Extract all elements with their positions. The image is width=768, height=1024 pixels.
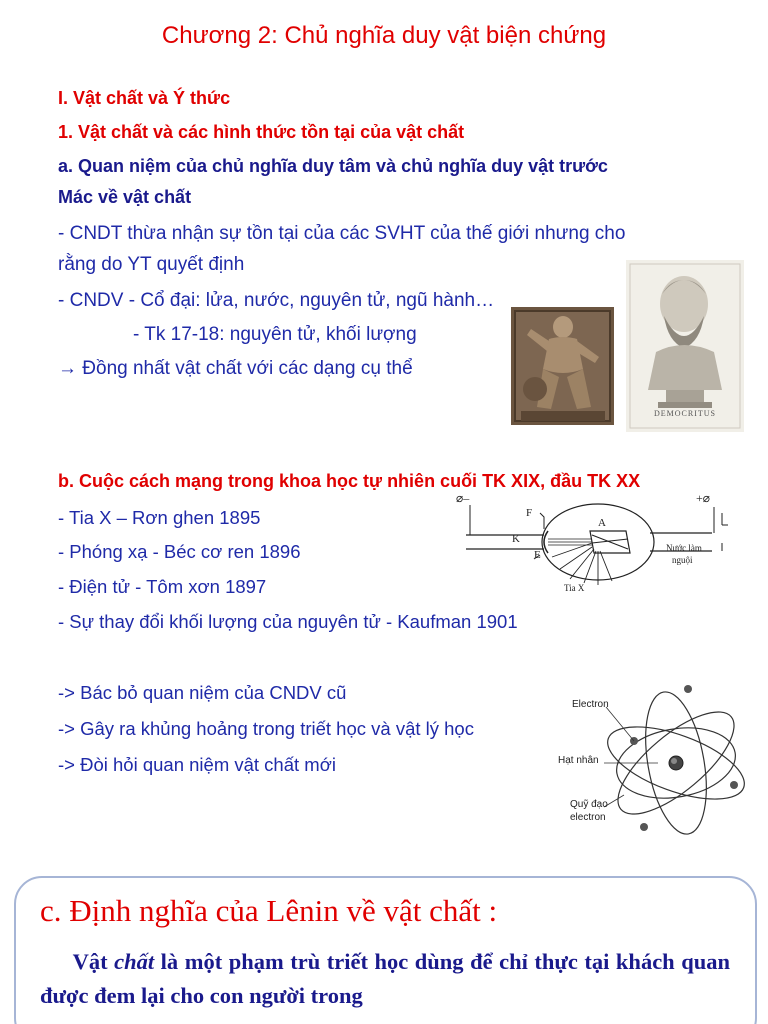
atom-model-diagram bbox=[548, 667, 751, 852]
tube-label-minus: ⌀– bbox=[456, 491, 470, 505]
consequence-item: -> Bác bỏ quan niệm của CNDV cũ bbox=[58, 682, 347, 703]
discovery-item: - Điện tử - Tôm xơn 1897 bbox=[58, 576, 267, 597]
tube-label-E: E bbox=[534, 549, 541, 561]
atom-label-orbit1: Quỹ đạo bbox=[570, 799, 608, 810]
democritus-caption: DEMOCRITUS bbox=[653, 409, 716, 418]
section-b-heading: b. Cuộc cách mạng trong khoa học tự nhiên cuối TK XIX, đầu TK XX bbox=[58, 471, 641, 491]
page-title: Chương 2: Chủ nghĩa duy vật biện chứng bbox=[161, 22, 607, 49]
cndt-line2: rằng do YT quyết định bbox=[58, 254, 245, 275]
tube-label-water: Nước làm bbox=[666, 543, 702, 553]
section-a-heading-line1: a. Quan niệm của chủ nghĩa duy tâm và chủ nghĩa duy vật trước bbox=[58, 156, 608, 176]
hercules-relief-image bbox=[511, 307, 614, 425]
cndv-line1: - CNDV - Cổ đại: lửa, nước, nguyên tử, ngũ hành… bbox=[58, 290, 495, 311]
section-a-heading-line2: Mác về vật chất bbox=[58, 187, 192, 207]
section-c-heading: c. Định nghĩa của Lênin về vật chất : bbox=[40, 893, 498, 928]
consequence-item: -> Đòi hỏi quan niệm vật chất mới bbox=[58, 754, 336, 775]
definition-text bbox=[40, 945, 730, 1013]
democritus-bust-image bbox=[626, 260, 744, 432]
atom-label-nucleus: Hạt nhân bbox=[558, 755, 599, 766]
definition-text-part1: Vật bbox=[72, 949, 115, 974]
definition-text-part2: là một phạm trù triết học dùng để chỉ thực tại khách quan được đem lại cho con người trong bbox=[40, 949, 731, 1008]
section-heading-1: I. Vật chất và Ý thức bbox=[58, 88, 231, 108]
tube-label-water2: nguội bbox=[672, 555, 693, 565]
conclusion-line: → Đồng nhất vật chất với các dạng cụ thể bbox=[58, 358, 413, 379]
cndt-line1: - CNDT thừa nhận sự tồn tại của các SVHT của thế giới nhưng cho bbox=[58, 223, 626, 244]
discovery-item: - Sự thay đổi khối lượng của nguyên tử - Kaufman 1901 bbox=[58, 611, 518, 632]
discovery-item: - Phóng xạ - Béc cơ ren 1896 bbox=[58, 541, 301, 562]
atom-label-electron: Electron bbox=[572, 699, 609, 710]
section-heading-1-1: 1. Vật chất và các hình thức tồn tại của vật chất bbox=[58, 122, 465, 142]
tube-label-F: F bbox=[526, 507, 533, 519]
tube-label-plus: +⌀ bbox=[696, 491, 710, 505]
discovery-item: - Tia X – Rơn ghen 1895 bbox=[58, 507, 261, 528]
definition-text-italic: chất bbox=[114, 949, 155, 974]
consequence-item: -> Gây ra khủng hoảng trong triết học và vật lý học bbox=[58, 718, 474, 739]
tube-label-K: K bbox=[512, 533, 520, 545]
xray-tube-diagram bbox=[452, 491, 742, 600]
cndv-line2: - Tk 17-18: nguyên tử, khối lượng bbox=[133, 324, 417, 345]
atom-label-orbit2: electron bbox=[570, 812, 606, 823]
tube-label-A: A bbox=[598, 517, 606, 529]
tube-label-xray: Tia X bbox=[564, 583, 585, 593]
